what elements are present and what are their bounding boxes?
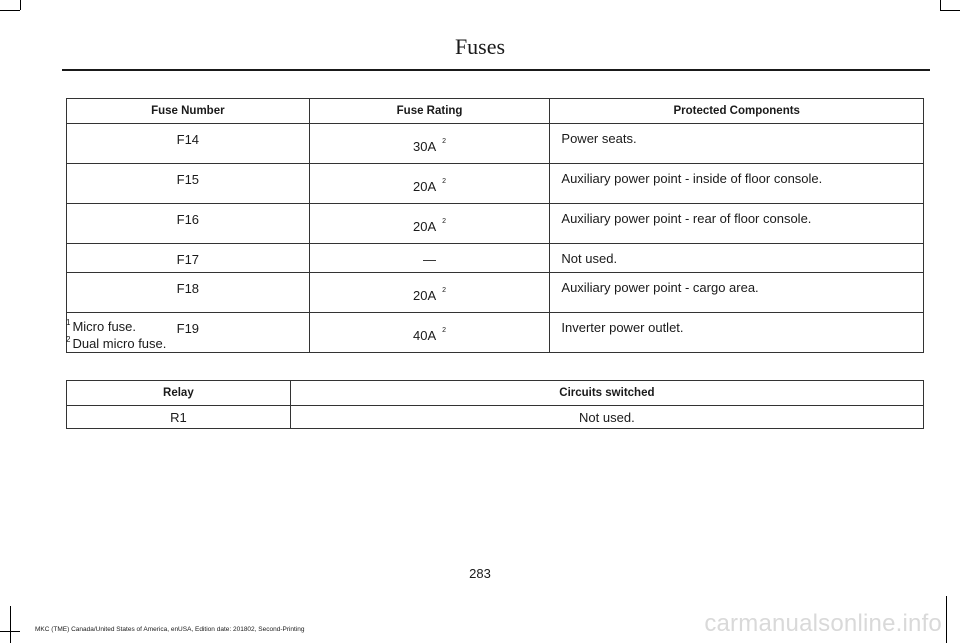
footnote [66, 335, 166, 351]
protected-component: Inverter power outlet. [550, 313, 924, 353]
fuse-table [66, 98, 924, 353]
column-header: Fuse Rating [309, 99, 550, 124]
footnote-text: Micro fuse. [72, 319, 137, 334]
column-header: Protected Components [550, 99, 924, 124]
fuse-number: F17 [67, 244, 310, 273]
fuse-rating [309, 244, 550, 273]
footnote-ref: 2 [442, 287, 447, 294]
crop-mark [940, 0, 941, 10]
relay-number: R1 [67, 406, 291, 429]
page-title: Fuses [454, 34, 506, 59]
fuse-rating [309, 273, 550, 313]
footnote-ref: 2 [442, 327, 447, 334]
table-row [67, 406, 924, 429]
crop-mark [0, 10, 20, 11]
protected-component: Power seats. [550, 124, 924, 164]
rating-value: 30A [413, 139, 437, 154]
fuse-number: F16 [67, 204, 310, 244]
fuse-rating [309, 204, 550, 244]
footnote-ref: 2 [442, 218, 447, 225]
crop-mark [10, 606, 11, 643]
column-header: Circuits switched [290, 381, 923, 406]
footnote-ref: 2 [442, 138, 447, 145]
relay-table [66, 380, 924, 429]
rating-value: — [423, 252, 437, 267]
table-row [67, 273, 924, 313]
protected-component: Not used. [550, 244, 924, 273]
table-row [67, 164, 924, 204]
rating-value: 40A [413, 328, 437, 343]
fuse-rating [309, 124, 550, 164]
edition-info: MKC (TME) Canada/United States of America, enUSA, Edition date: 201802, Second-Printing [35, 626, 305, 633]
table-row [67, 124, 924, 164]
protected-component: Auxiliary power point - cargo area. [550, 273, 924, 313]
header-divider [62, 69, 930, 71]
protected-component: Auxiliary power point - inside of floor console. [550, 164, 924, 204]
fuse-rating [309, 164, 550, 204]
table-row [67, 313, 924, 353]
fuse-number: F15 [67, 164, 310, 204]
fuse-number: F14 [67, 124, 310, 164]
watermark: carmanualsonline.info [704, 610, 942, 637]
page-number: 283 [469, 566, 491, 581]
fuse-rating [309, 313, 550, 353]
footnote [66, 318, 136, 334]
table-row [67, 244, 924, 273]
crop-mark [940, 10, 960, 11]
fuse-number: F18 [67, 273, 310, 313]
table-header-row [67, 99, 924, 124]
circuits-switched: Not used. [290, 406, 923, 429]
footnote-ref: 2 [442, 178, 447, 185]
column-header: Relay [67, 381, 291, 406]
footnote-text: Dual micro fuse. [72, 336, 167, 351]
footnote-mark: 1 [66, 318, 71, 327]
protected-component: Auxiliary power point - rear of floor console. [550, 204, 924, 244]
rating-value: 20A [413, 219, 437, 234]
fuse-number: F19 [67, 313, 310, 353]
table-header-row [67, 381, 924, 406]
rating-value: 20A [413, 179, 437, 194]
crop-mark [20, 0, 21, 10]
table-row [67, 204, 924, 244]
footnote-mark: 2 [66, 335, 71, 344]
rating-value: 20A [413, 288, 437, 303]
crop-mark [946, 596, 947, 643]
column-header: Fuse Number [67, 99, 310, 124]
